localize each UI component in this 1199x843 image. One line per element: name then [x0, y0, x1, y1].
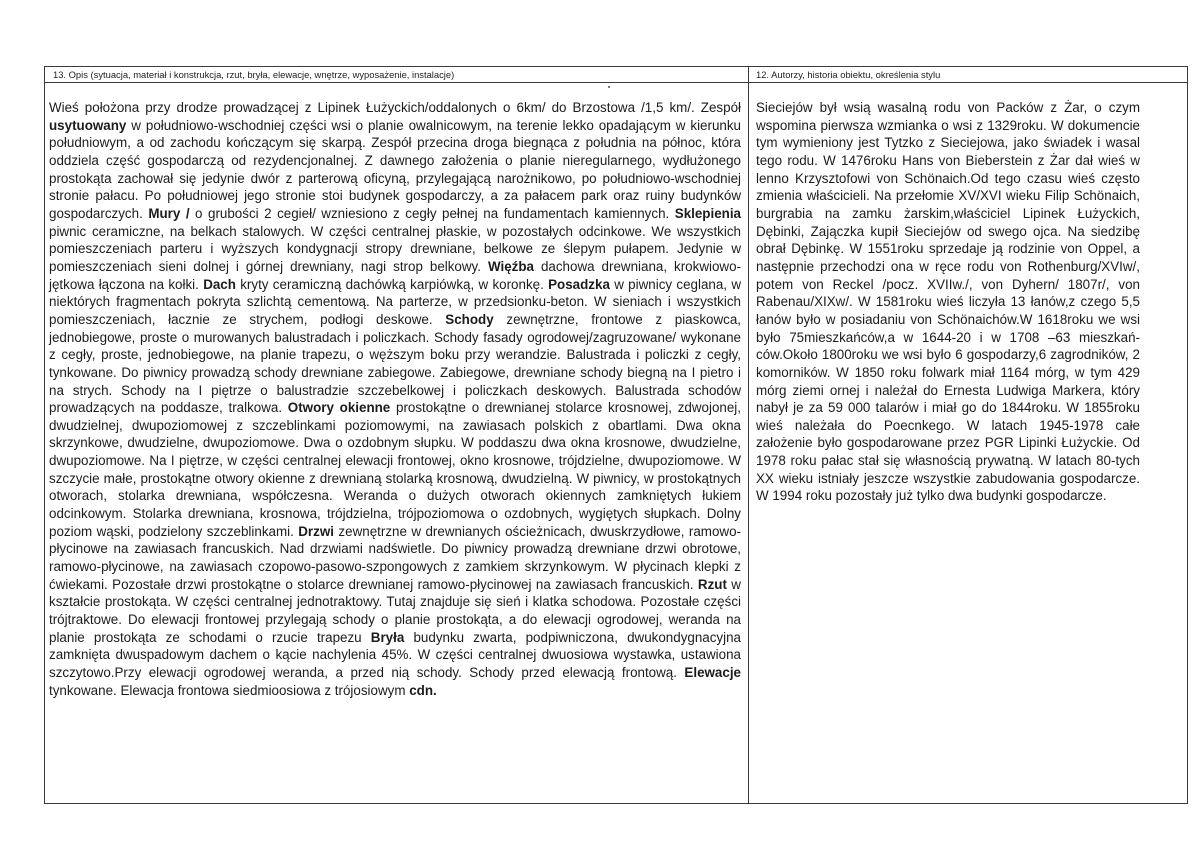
- text-run: w południowo-wschodniej części wsi o planie owalnicowym, na terenie lekko opadającym w kierunku południowym, a od zachodu kończącym się skarpą. Zespół przecina droga biegnąca z południa na północ, która oddziela część gospodarczą od rezydencjonalnej. Z dawnego założenia o planie nieregularnego, wydłużonego prostokąta zachował się jedynie dwór z parterową oficyną, przylegającą narożnikowo, po południowo-wschodniej stronie pałacu. Po południowej jego stronie stoi budynek gospodarczy, a za pałacem park oraz ruiny budynków gospodarczych.: [49, 117, 741, 221]
- section-12-header: 12. Autorzy, historia obiektu, określenia stylu: [756, 69, 941, 80]
- bold-term: Bryła: [370, 629, 405, 645]
- scan-speck: [608, 86, 610, 88]
- text-run: piwnic ceramiczne, na belkach stalowych. W części centralnej płaskie, w pozostałych odcinkowe. We wszystkich pomieszczeniach parteru i wyższych kondygnacji stropy drewniane, belkowe ze ślepym pułapem. Jedynie w pomieszczeniach sieni dolnej i górnej drewniany, nagi strop belkowy.: [49, 223, 741, 274]
- bold-term: Drzwi: [298, 523, 334, 539]
- history-text: Sieciejów był wsią wasalną rodu von Packów z Żar, o czym wspomina pierwsza wzmianka o wsi z 1329roku. W dokumencie tym wymieniony jest Tytzko z Sieciejowa, jako świadek i wasal tego rodu. W 1476roku Hans von Bieberstein z Żar dał wieś w lenno Krzysztofowi von Schönaich.Od tego czasu wieś często zmienia właścicieli. Na przełomie XV/XVI wieku Filip Schönaich, burgrabia na zamku żarskim,właściciel Lipinek Łużyckich, Dębinki, Zajączka kupił Sieciejów od swego ojca. Na siedzibę obrał Dębinkę. W 1551roku sprzedaje ją rodzinie von Oppel, a następnie przechodzi ona w ręce rodu von Rothenburg/XVIw/, potem von Reckel /pocz. XVIIw./, von Dyhern/ 1807r/, von Rabenau/XIXw/. W 1581roku wieś liczyła 13 łanów,z czego 5,5 łanów było w posiadaniu von Schönaichów.W 1618roku we wsi było 75mieszkańców,a w 1644-20 i w 1708 –63 mieszkań- ców.Około 1800roku we wsi było 6 gospodarzy,6 zagrodników, 2 komorników. W 1850 roku folwark miał 1164 mórg, w tym 429 mórg ziemi ornej i należał do Ernesta Ludwiga Markera, który nabył je za 59 000 talarów i miał go do 1844roku. W 1855roku wieś należała do Poecnkego. W latach 1945-1978 całe założenie było gospodarowane przez PGR Lipinki Łużyckie. Od 1978 roku pałac stał się własnością prywatną. W latach 80-tych XX wieku istniały jeszcze wszystkie zabudowania gospodarcze. W 1994 roku pozostały już tylko dwa budynki gospodarcze.: [756, 100, 1140, 504]
- text-run: Wieś położona przy drodze prowadzącej z Lipinek Łużyckich/oddalonych o 6km/ do Brzostowa /1,5 km/. Zespół: [49, 100, 741, 115]
- header-rule: [45, 82, 1187, 83]
- bold-term: Dach: [203, 276, 236, 292]
- text-run: prostokątne o drewnianej stolarce krosnowej, zdwojonej, dwudzielnej, dwupoziomowej z szczeblinkami poziomowymi, na zawiasach polskich z obartlami. Dwa okna skrzynkowe, dwudzielne, dwupoziomowe. Dwa o ozdobnym słupku. W poddaszu dwa okna krosnowe, dwudzielne, dwupoziomowe. Na I piętrze, w części centralnej elewacji frontowej, okno krosnowe, trójdzielne, dwupoziomowe. W szczycie małe, prostokątne otwory okienne z drewnianą stolarką krosnową, dwudzielną. W piwnicy, w prostokątnych otworach, stolarka drewniana, współczesna. Weranda o dużych otworach okiennych zamkniętych łukiem odcinkowym. Stolarka drewniana, krosnowa, trójdzielna, trójpoziomowa o ozdobnych, wygiętych słupkach. Dolny poziom wąski, podzielony szczeblinkami.: [49, 400, 742, 539]
- text-run: budynku zwarta, podpiwniczona, dwukondygnacyjna zamknięta dwuspadowym dachem o kącie nachylenia 45%. W części centralnej dwuosiowa wystawka, ustawiona szczytowo.Przy elewacji ogrodowej weranda, a przed nią schody. Schody przed elewacją frontową.: [49, 629, 741, 680]
- bold-term: Schody: [445, 311, 494, 327]
- bold-term: Sklepienia: [674, 205, 742, 221]
- bold-term: Otwory okienne: [287, 400, 391, 416]
- text-run: tynkowane. Elewacja frontowa siedmioosiowa z trójosiowym: [49, 682, 410, 698]
- bold-term: Elewacje: [684, 665, 741, 680]
- text-run: dachowa drewniana, krokwiowo-jętkowa łączona na kołki.: [49, 258, 741, 292]
- description-text: [49, 99, 741, 699]
- section-13-header: 13. Opis (sytuacja, materiał i konstrukcja, rzut, bryła, elewacje, wnętrze, wyposażenie, instalacje): [53, 69, 455, 80]
- bold-term: usytuowany: [49, 117, 127, 133]
- text-run: zewnętrzne, frontowe z piaskowca, jednobiegowe, proste o murowanych balustradach i policzkach. Schody fasady ogrodowej/zagruzowane/ wykonane z cegły, proste, jednobiegowe, na planie trapezu, o węższym boku przy werandzie. Balustrada i policzki z cegły, tynkowane. Do piwnicy prowadzą schody drewniane zabiegowe. Zabiegowe, drewniane schody biegną na I pietro i na strych. Schody na I piętrze o balustradzie szczebelkowej i policzkach deskowych. Balustrada schodów prowadzących na poddasze, tralkowa.: [49, 311, 741, 416]
- text-run: o grubości 2 cegieł/ wzniesiono z cegły pełnej na fundamentach kamiennych.: [195, 205, 675, 221]
- bold-term: Więźba: [487, 258, 534, 274]
- bold-term: Posadzka: [548, 276, 610, 292]
- bold-term: Mury /: [148, 205, 196, 221]
- text-run: zewnętrzne w drewnianych ościeżnicach, dwuskrzydłowe, ramowo-płycinowe na zawiasach francuskich. Nad drzwiami nadświetle. Do piwnicy prowadzą drewniane drzwi obrotowe, ramowo-płycinowe, na zawiasach czopowo-pasowo-szpongowych z zamkiem skrzynkowym. W płycinach klepki z ćwiekami. Pozostałe drzwi prostokątne o stolarce drewnianej ramowo-płycinowej na zawiasach francuskich.: [49, 523, 741, 592]
- text-run: w piwnicy ceglana, w niektórych fragmentach pokryta szlichtą cementową. Na parterze, w przedsionku-beton. W sieniach i wszystkich pomieszczeniach, łacznie ze strychem, podłogi deskowe.: [49, 276, 741, 327]
- text-run: kryty ceramiczną dachówką karpiówką, w koronkę.: [235, 276, 549, 292]
- text-run: w kształcie prostokąta. W części centralnej jednotraktowy. Tutaj znajduje się sień i klatka schodowa. Pozostałe części trójtraktowe. Do elewacji frontowej przylegają schody o planie prostokąta, a do elewacji ogrodowej, weranda na planie prostokąta ze schodami o rzucie trapezu: [49, 576, 741, 645]
- bold-term: cdn.: [409, 682, 437, 698]
- document-form: [44, 66, 1188, 804]
- bold-term: Rzut: [697, 576, 727, 592]
- column-divider: [748, 67, 749, 803]
